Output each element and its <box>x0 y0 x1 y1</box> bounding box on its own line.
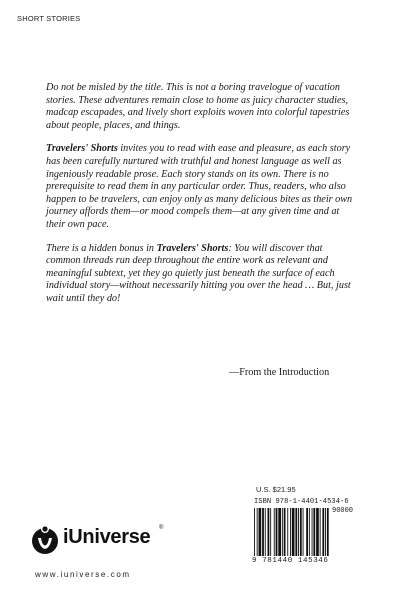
blurb-paragraph-2 <box>46 143 358 231</box>
category-label: SHORT STORIES <box>17 14 81 23</box>
blurb-paragraph-3-text: : You will discover that common threads run deep throughout the entire work as relevant and meaningful subtext, yet they go quietly just beneath the surface of each individual story—without necessarily hitting you over the head … But, just wait until they do! <box>46 242 351 304</box>
publisher-logo <box>30 524 180 564</box>
isbn-number: ISBN 978-1-4401-4534-6 <box>254 498 349 506</box>
blurb-paragraph-3 <box>46 243 358 306</box>
iuniverse-logo-icon <box>30 524 60 556</box>
book-title-mention: Travelers' Shorts <box>156 242 229 254</box>
blurb-paragraph-2-text: invites you to read with ease and pleasure, as each story has been carefully nurtured with truthful and honest language as well as ingeniously readable prose. Each story stands on its own. There is no prerequisite to read them in any particular order. Thus, readers, who also happen to be travelers, can enjoy only as many delicious bites as their own journey affords them—or mood compels them—at any given time and at their own pace. <box>46 143 353 230</box>
blurb-attribution: —From the Introduction <box>229 367 330 378</box>
price-label: U.S. $21.95 <box>256 485 296 494</box>
barcode-price-code: 90000 <box>332 507 354 515</box>
isbn-barcode <box>252 498 362 570</box>
book-title-mention: Travelers' Shorts <box>46 143 118 155</box>
blurb-paragraph-1: Do not be misled by the title. This is not a boring travelogue of vacation stories. These adventures remain close to home as juicy character studies, madcap escapades, and lively short exploits woven into colorful tapestries about people, places, and things. <box>46 82 350 131</box>
registered-mark: ® <box>159 525 164 531</box>
blurb-paragraph-3-start: There is a hidden bonus in <box>46 242 157 254</box>
barcode-digits: 9 781440 145346 <box>252 557 329 565</box>
barcode-icon <box>252 508 362 556</box>
back-cover-blurb <box>46 82 358 317</box>
publisher-website: www.iuniverse.com <box>35 570 131 579</box>
publisher-name: iUniverse <box>63 526 151 548</box>
